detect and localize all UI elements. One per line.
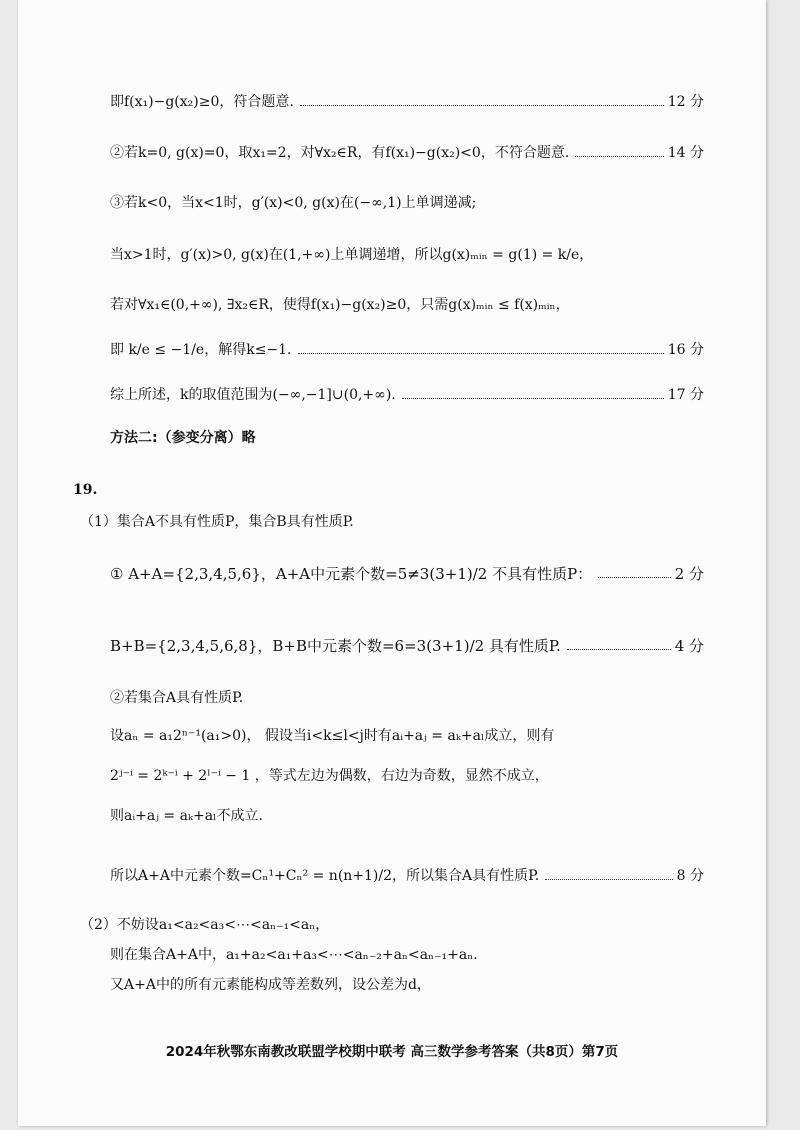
leader-dots	[300, 105, 664, 106]
line-count-conclusion: 所以A+A中元素个数=Cₙ¹+Cₙ² = n(n+1)/2，所以集合A具有性质P. 8 分	[110, 868, 704, 884]
line-solve-k: 即 k/e ≤ −1/e，解得k≤−1. 16 分	[110, 342, 704, 358]
line-parity: 2ʲ⁻ⁱ = 2ᵏ⁻ⁱ + 2ˡ⁻ⁱ − 1 ，等式左边为偶数，右边为奇数，显然不成立，	[110, 768, 549, 784]
score-17: 17 分	[667, 387, 704, 403]
method-two-heading: 方法二:（参变分离）略	[110, 430, 256, 446]
line-increasing: 当x>1时，g′(x)>0, g(x)在(1,+∞)上单调递增，所以g(x)ₘᵢₙ = g(1) = k/e，	[110, 247, 594, 263]
score-14: 14 分	[667, 145, 704, 161]
line-set-an: 设aₙ = a₁2ⁿ⁻¹(a₁>0)， 假设当i<k≤l<j时有aᵢ+aⱼ = aₖ+aₗ成立，则有	[110, 728, 555, 744]
line-assume-property: ②若集合A具有性质P.	[110, 690, 244, 706]
leader-dots	[575, 156, 663, 157]
part2-line-3: 又A+A中的所有元素能构成等差数列，设公差为d，	[110, 977, 431, 993]
part2-line-1: （2）不妨设a₁<a₂<a₃<⋯<aₙ₋₁<aₙ，	[80, 917, 330, 933]
line-case-k-negative: ③若k<0，当x<1时，g′(x)<0, g(x)在(−∞,1)上单调递减;	[110, 195, 477, 211]
line-conclusion-1: 即f(x₁)−g(x₂)≥0，符合题意. 12 分	[110, 94, 704, 110]
part1-intro: （1）集合A不具有性质P，集合B具有性质P.	[80, 514, 354, 530]
question-number: 19.	[73, 482, 98, 498]
leader-dots	[567, 649, 671, 650]
part2-line-2: 则在集合A+A中，a₁+a₂<a₁+a₃<⋯<aₙ₋₂+aₙ<aₙ₋₁+aₙ.	[110, 947, 478, 963]
line-summary: 综上所述，k的取值范围为(−∞,−1]∪(0,+∞). 17 分	[110, 387, 704, 403]
score-2: 2 分	[674, 565, 704, 583]
score-16: 16 分	[667, 342, 704, 358]
leader-dots	[298, 353, 664, 354]
line-case-k-zero: ②若k=0, g(x)=0，取x₁=2，对∀x₂∈R，有f(x₁)−g(x₂)<0，不符合题意. 14 分	[110, 145, 704, 161]
score-8: 8 分	[676, 868, 704, 884]
page-footer: 2024年秋鄂东南教改联盟学校期中联考 高三数学参考答案（共8页）第7页	[165, 1044, 619, 1060]
leader-dots	[402, 398, 664, 399]
line-not-hold: 则aᵢ+aⱼ = aₖ+aₗ不成立.	[110, 808, 263, 824]
line-b-plus-b: B+B={2,3,4,5,6,8}，B+B中元素个数=6=3(3+1)/2 具有性质P. 4 分	[110, 637, 704, 655]
leader-dots	[598, 577, 671, 578]
score-12: 12 分	[667, 94, 704, 110]
answer-sheet-page	[18, 0, 766, 1126]
line-a-plus-a: ① A+A={2,3,4,5,6}，A+A中元素个数=5≠3(3+1)/2 不具有性质P： 2 分	[110, 565, 704, 583]
line-condition: 若对∀x₁∈(0,+∞), ∃x₂∈R，使得f(x₁)−g(x₂)≥0，只需g(x)ₘᵢₙ ≤ f(x)ₘᵢₙ，	[110, 297, 570, 313]
leader-dots	[545, 879, 672, 880]
score-4: 4 分	[674, 637, 704, 655]
